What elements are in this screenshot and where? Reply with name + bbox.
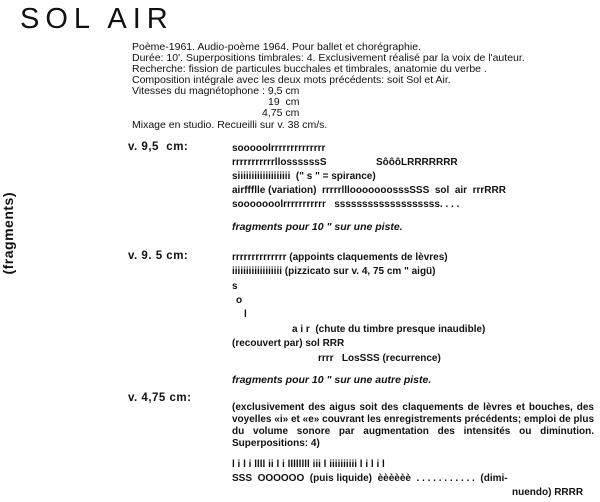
sound-line: siiiiiiiiiiiiiiiiiii (" s " = spirance): [232, 171, 376, 182]
header-line: Poème-1961. Audio-poème 1964. Pour ballet et chorégraphie.: [132, 41, 421, 53]
speed-label: v. 9. 5 cm:: [128, 250, 189, 262]
sound-line: rrrr LosSSS (recurrence): [318, 353, 441, 364]
header-line: Composition intégrale avec les deux mots précédents: soit Sol et Air.: [132, 74, 451, 86]
sound-line: rrrrrrrrrrrllossssssS: [232, 157, 327, 168]
fragments-note: fragments pour 10 " sur une piste.: [232, 221, 403, 233]
sound-line: l: [244, 309, 247, 320]
sound-line: iiiiiiiiiiiiiiiiii (pizzicato sur v. 4, 75 cm " aigü): [232, 266, 436, 277]
header-line: 19 cm: [268, 96, 300, 108]
header-line: Durée: 10'. Superpositions timbrales: 4. Exclusivement réalisé par la voix de l'auteur.: [132, 52, 525, 64]
page-title: SOL AIR: [20, 3, 174, 35]
description-paragraph: (exclusivement des aigus soit des claquements de lèvres et bouches, des voyelles «i» et «e» couvrant les enregistrements précédents; emploi de plus du volume sonore par augmentation des intensités ou diminution. Superpositions: 4): [232, 402, 594, 449]
sound-line: s: [232, 281, 238, 292]
speed-label: v. 9,5 cm:: [128, 141, 189, 153]
sound-line: rrrrrrrrrrrrrr (appoints claquements de lèvres): [232, 252, 448, 263]
sound-line: (recouvert par) sol RRR: [232, 338, 345, 349]
sound-line: sooooooolrrrrrrrrrrr sssssssssssssssssss. . . .: [232, 199, 460, 210]
header-line: Recherche: fission de particules bucchales et timbrales, anatomie du verbe .: [132, 63, 487, 75]
sound-line: SôôôLRRRRRRR: [376, 157, 458, 168]
side-label: (fragments): [0, 192, 16, 275]
sound-line: airffflle (variation) rrrrrlllooooooosssSSS sol air rrrRRR: [232, 185, 506, 196]
sound-line: SSS OOOOOO (puis liquide) èèèèèè . . . . . . . . . . . (dimi-: [232, 473, 508, 484]
header-line: Vitesses du magnétophone : 9,5 cm: [132, 85, 300, 97]
sound-line: sooooolrrrrrrrrrrrrrr: [232, 143, 326, 154]
sound-line: nuendo) RRRR: [512, 487, 584, 498]
sound-line: o: [236, 295, 243, 306]
fragments-note: fragments pour 10 " sur une autre piste.: [232, 374, 432, 386]
speed-label: v. 4,75 cm:: [128, 392, 192, 404]
header-line: Mixage en studio. Recueilli sur v. 38 cm/s.: [132, 119, 328, 131]
sound-line: a i r (chute du timbre presque inaudible): [292, 324, 486, 335]
sound-line: l i l i llll ii l i llllllll iii l iiiiiiiiii l i l i l: [232, 459, 385, 470]
header-line: 4,75 cm: [262, 107, 300, 119]
